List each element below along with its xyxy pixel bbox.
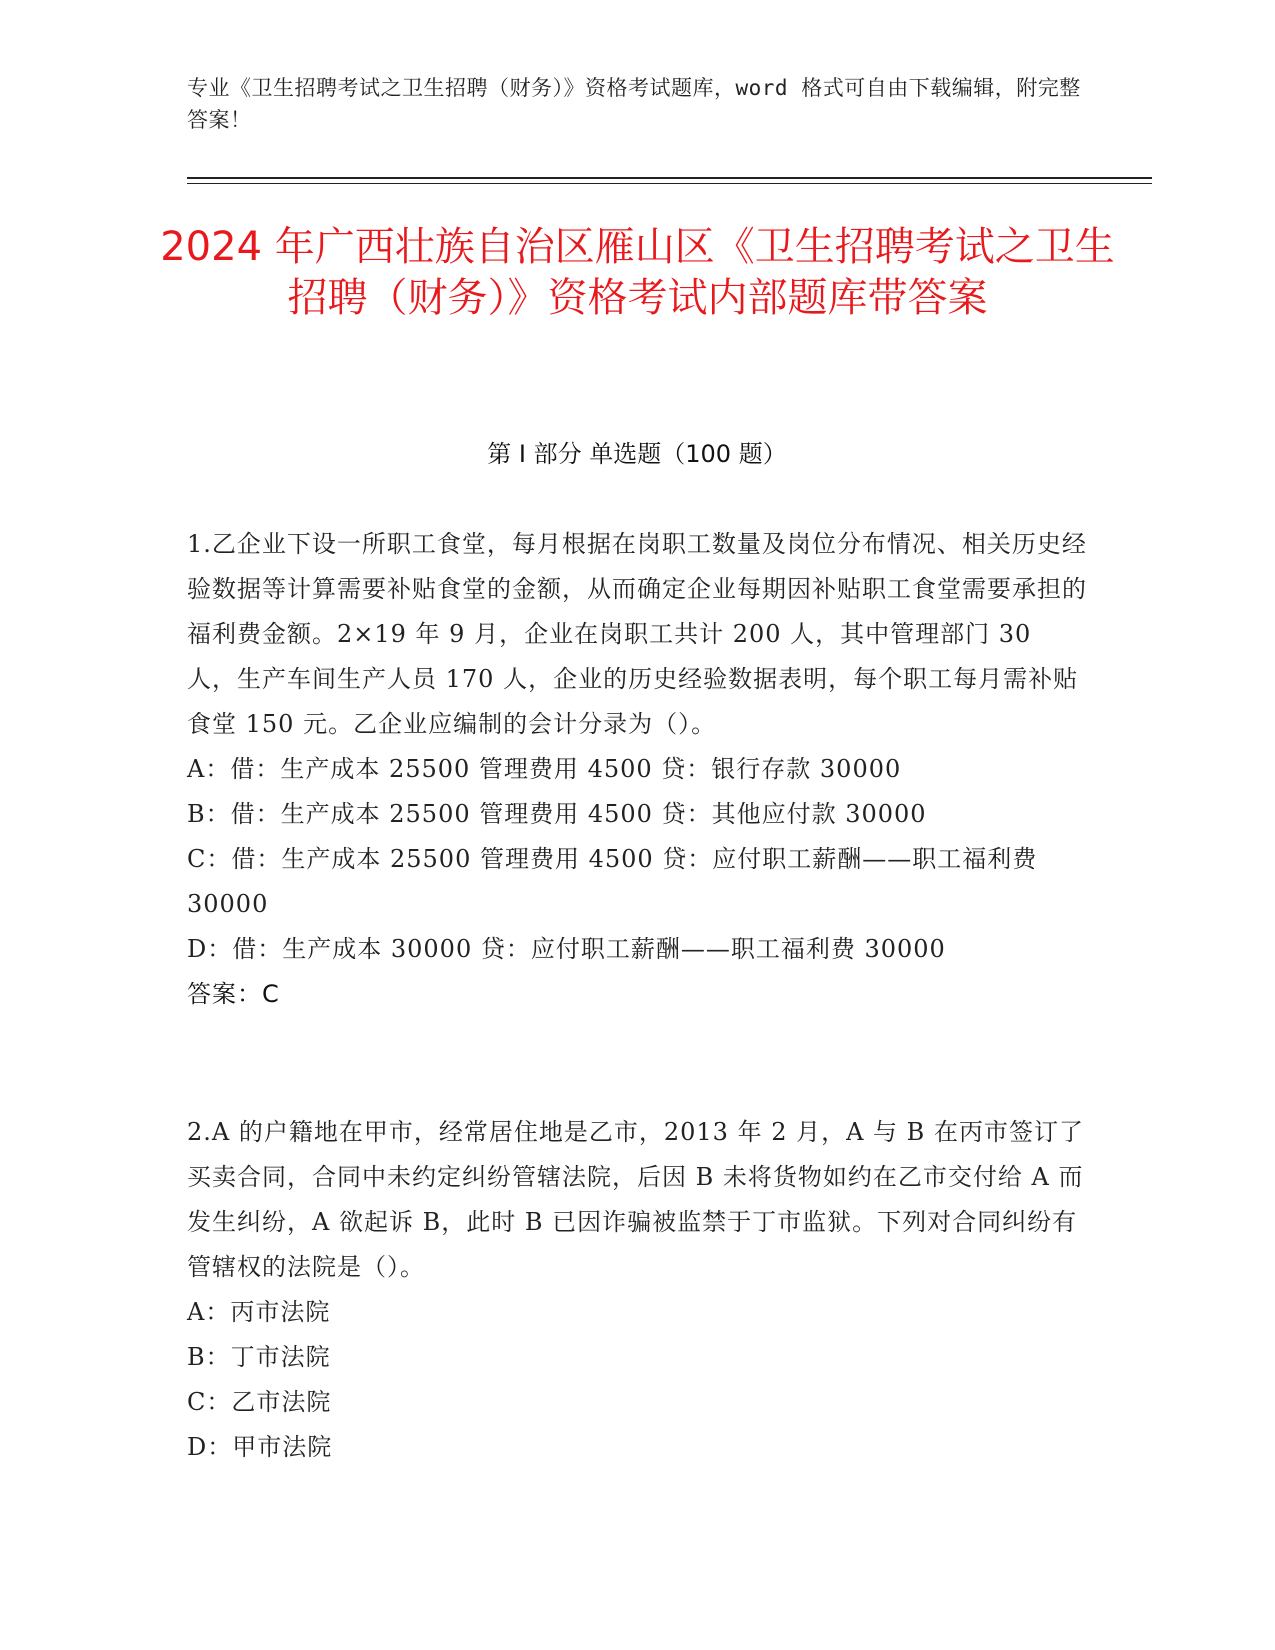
option-b: B：丁市法院 bbox=[187, 1343, 331, 1371]
option-c: C：乙市法院 bbox=[187, 1388, 332, 1416]
option-a: A：借：生产成本 25500 管理费用 4500 贷：银行存款 30000 bbox=[187, 755, 902, 783]
option-d: D：甲市法院 bbox=[187, 1433, 333, 1461]
header-note: 专业《卫生招聘考试之卫生招聘（财务）》资格考试题库，word 格式可自由下载编辑，附完整答案！ bbox=[187, 76, 1081, 132]
header-rule-thick bbox=[187, 177, 1152, 179]
question-stem: 1.乙企业下设一所职工食堂，每月根据在岗职工数量及岗位分布情况、相关历史经验数据等计算需要补贴食堂的金额，从而确定企业每期因补贴职工食堂需要承担的福利费金额。2×19 年 9 月，企业在岗职工共计 200 人，其中管理部门 30 人，生产车间生产人员 170 人，企业的历史经验数据表明，每个职工每月需补贴食堂 150 元。乙企业应编制的会计分录为（）。 bbox=[187, 530, 1087, 738]
document-title: 2024 年广西壮族自治区雁山区《卫生招聘考试之卫生招聘（财务）》资格考试内部题库带答案 bbox=[160, 224, 1115, 321]
question-2 bbox=[187, 1110, 1087, 1470]
option-c: C：借：生产成本 25500 管理费用 4500 贷：应付职工薪酬——职工福利费 30000 bbox=[187, 845, 1038, 918]
header-rule-thin bbox=[187, 183, 1152, 184]
option-a: A：丙市法院 bbox=[187, 1298, 331, 1326]
question-stem: 2.A 的户籍地在甲市，经常居住地是乙市，2013 年 2 月，A 与 B 在丙市签订了买卖合同，合同中未约定纠纷管辖法院，后因 B 未将货物如约在乙市交付给 A 而发生纠纷，A 欲起诉 B，此时 B 已因诈骗被监禁于丁市监狱。下列对合同纠纷有管辖权的法院是（）。 bbox=[187, 1118, 1084, 1281]
option-d: D：借：生产成本 30000 贷：应付职工薪酬——职工福利费 30000 bbox=[187, 935, 946, 963]
answer: 答案：C bbox=[187, 980, 280, 1008]
section-heading: 第 I 部分 单选题（100 题） bbox=[487, 440, 787, 468]
question-1 bbox=[187, 522, 1087, 1017]
option-b: B：借：生产成本 25500 管理费用 4500 贷：其他应付款 30000 bbox=[187, 800, 927, 828]
